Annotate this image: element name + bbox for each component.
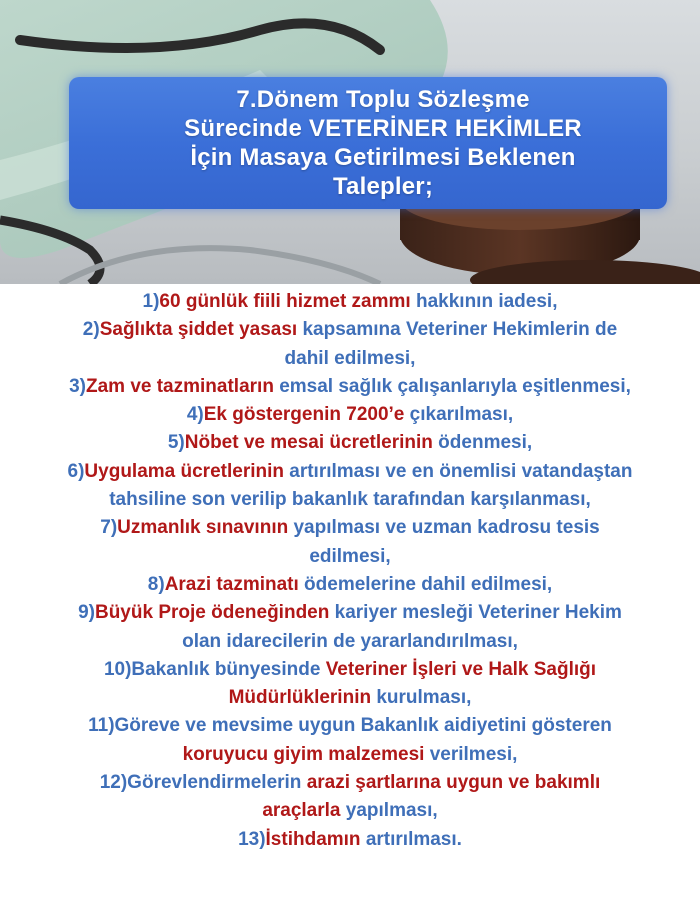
list-item-continued: koruyucu giyim malzemesi verilmesi, xyxy=(182,743,518,765)
list-item: 3)Zam ve tazminatların emsal sağlık çalışanlarıyla eşitlenmesi, xyxy=(69,375,631,397)
list-item: 4)Ek göstergenin 7200’e çıkarılması, xyxy=(186,404,514,426)
list-item: 9)Büyük Proje ödeneğinden kariyer mesleği Veteriner Hekim xyxy=(78,602,622,624)
list-item: 11)Göreve ve mevsime uygun Bakanlık aidiyetini gösteren xyxy=(88,715,612,737)
list-item: 8)Arazi tazminatı ödemelerine dahil edilmesi, xyxy=(147,573,553,595)
list-item: 5)Nöbet ve mesai ücretlerinin ödenmesi, xyxy=(167,432,533,454)
list-item: 12)Görevlendirmelerin arazi şartlarına uygun ve bakımlı xyxy=(99,772,601,794)
banner-line: Sürecinde VETERİNER HEKİMLER xyxy=(184,115,582,142)
list-item: 7)Uzmanlık sınavının yapılması ve uzman kadrosu tesis xyxy=(100,517,600,539)
list-item-continued: olan idarecilerin de yararlandırılması, xyxy=(182,630,518,652)
list-item: 13)İstihdamın artırılması. xyxy=(238,828,462,850)
demands-list xyxy=(0,288,700,854)
banner-line: İçin Masaya Getirilmesi Beklenen xyxy=(190,144,576,171)
list-item-continued: Müdürlüklerinin kurulması, xyxy=(228,687,472,709)
list-item-continued: tahsiline son verilip bakanlık tarafından karşılanması, xyxy=(109,489,591,511)
banner-title xyxy=(123,85,643,201)
title-banner xyxy=(69,77,667,209)
list-item: 2)Sağlıkta şiddet yasası kapsamına Veteriner Hekimlerin de xyxy=(82,319,618,341)
list-item: 10)Bakanlık bünyesinde Veteriner İşleri ve Halk Sağlığı xyxy=(103,658,597,680)
list-item: 6)Uygulama ücretlerinin artırılması ve en önemlisi vatandaştan xyxy=(67,460,633,482)
header-photo xyxy=(0,0,700,284)
banner-line: 7.Dönem Toplu Sözleşme xyxy=(236,86,530,113)
banner-line: Talepler; xyxy=(332,173,434,200)
list-item-continued: araçlarla yapılması, xyxy=(262,800,438,822)
list-item: 1)60 günlük fiili hizmet zammı hakkının iadesi, xyxy=(142,291,558,312)
list-item-continued: edilmesi, xyxy=(309,545,391,567)
list-item-continued: dahil edilmesi, xyxy=(284,347,416,369)
